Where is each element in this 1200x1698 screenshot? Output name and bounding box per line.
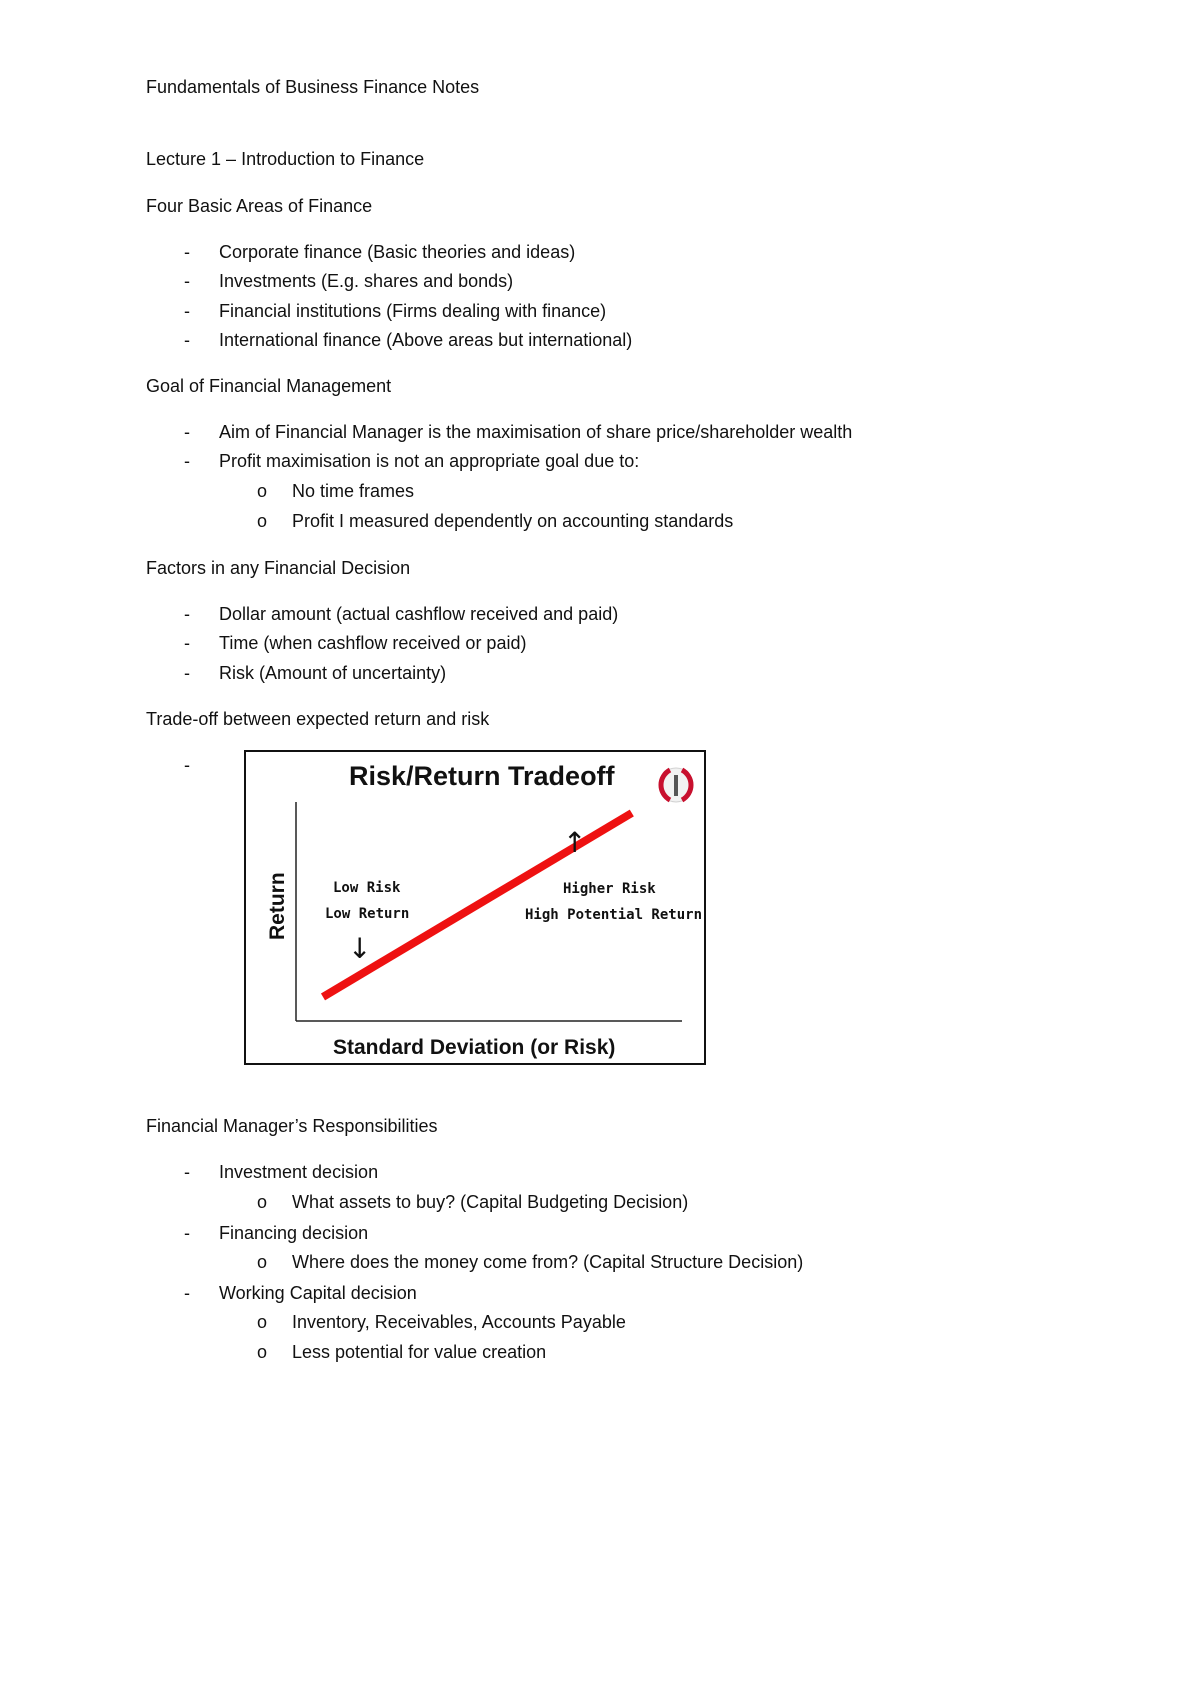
sub-list-item: Profit I measured dependently on accounting standards — [292, 511, 734, 531]
risk-return-figure — [244, 750, 706, 1065]
bullet-dash: - — [184, 271, 190, 291]
sub-list-item: No time frames — [292, 481, 415, 501]
list-item: Investments (E.g. shares and bonds) — [219, 271, 514, 291]
bullet-dash: - — [184, 242, 190, 262]
low-risk-label: Low Risk — [333, 880, 401, 896]
section-heading-responsibilities: Financial Manager’s Responsibilities — [146, 1116, 438, 1136]
x-axis-label: Standard Deviation (or Risk) — [333, 1036, 616, 1059]
section-heading-goal: Goal of Financial Management — [146, 376, 392, 396]
bullet-dash: - — [184, 755, 190, 775]
sub-bullet-marker: o — [257, 1312, 268, 1332]
bullet-dash: - — [184, 330, 190, 350]
bullet-dash: - — [184, 633, 190, 653]
chart-title: Risk/Return Tradeoff — [349, 761, 615, 791]
section-heading-tradeoff: Trade-off between expected return and risk — [146, 709, 490, 729]
y-axis-label: Return — [266, 872, 289, 940]
list-item: International finance (Above areas but international) — [219, 330, 633, 350]
low-return-label: Low Return — [325, 906, 410, 922]
bullet-dash: - — [184, 1223, 190, 1243]
bullet-dash: - — [184, 1283, 190, 1303]
sub-list-item: What assets to buy? (Capital Budgeting Decision) — [292, 1192, 689, 1212]
higher-risk-label: Higher Risk — [563, 881, 656, 897]
list-item: Dollar amount (actual cashflow received and paid) — [219, 604, 619, 624]
down-arrow-icon: ↓ — [348, 932, 372, 965]
bullet-dash: - — [184, 422, 190, 442]
bullet-dash: - — [184, 663, 190, 683]
document-title: Fundamentals of Business Finance Notes — [146, 77, 480, 97]
list-item: Corporate finance (Basic theories and ideas) — [219, 242, 576, 262]
list-item: Financing decision — [219, 1223, 369, 1243]
section-heading-four-areas: Four Basic Areas of Finance — [146, 196, 373, 216]
list-item: Profit maximisation is not an appropriate goal due to: — [219, 451, 640, 471]
section-heading-factors: Factors in any Financial Decision — [146, 558, 411, 578]
sub-bullet-marker: o — [257, 481, 268, 501]
bullet-dash: - — [184, 301, 190, 321]
list-item: Financial institutions (Firms dealing with finance) — [219, 301, 607, 321]
sub-bullet-marker: o — [257, 1342, 268, 1362]
list-item: Investment decision — [219, 1162, 379, 1182]
bullet-dash: - — [184, 604, 190, 624]
lecture-heading: Lecture 1 – Introduction to Finance — [146, 149, 425, 169]
list-item: Time (when cashflow received or paid) — [219, 633, 527, 653]
sub-bullet-marker: o — [257, 1252, 268, 1272]
up-arrow-icon: ↑ — [563, 826, 587, 859]
list-item: Aim of Financial Manager is the maximisation of share price/shareholder wealth — [219, 422, 853, 442]
list-item: Risk (Amount of uncertainty) — [219, 663, 447, 683]
risk-return-chart — [246, 752, 704, 1063]
sub-list-item: Inventory, Receivables, Accounts Payable — [292, 1312, 626, 1332]
sub-list-item: Where does the money come from? (Capital Structure Decision) — [292, 1252, 804, 1272]
sub-bullet-marker: o — [257, 1192, 268, 1212]
bullet-dash: - — [184, 1162, 190, 1182]
sub-list-item: Less potential for value creation — [292, 1342, 547, 1362]
high-potential-return-label: High Potential Return — [525, 907, 703, 923]
bullet-dash: - — [184, 451, 190, 471]
logo-icon — [659, 768, 693, 802]
list-item: Working Capital decision — [219, 1283, 417, 1303]
sub-bullet-marker: o — [257, 511, 268, 531]
